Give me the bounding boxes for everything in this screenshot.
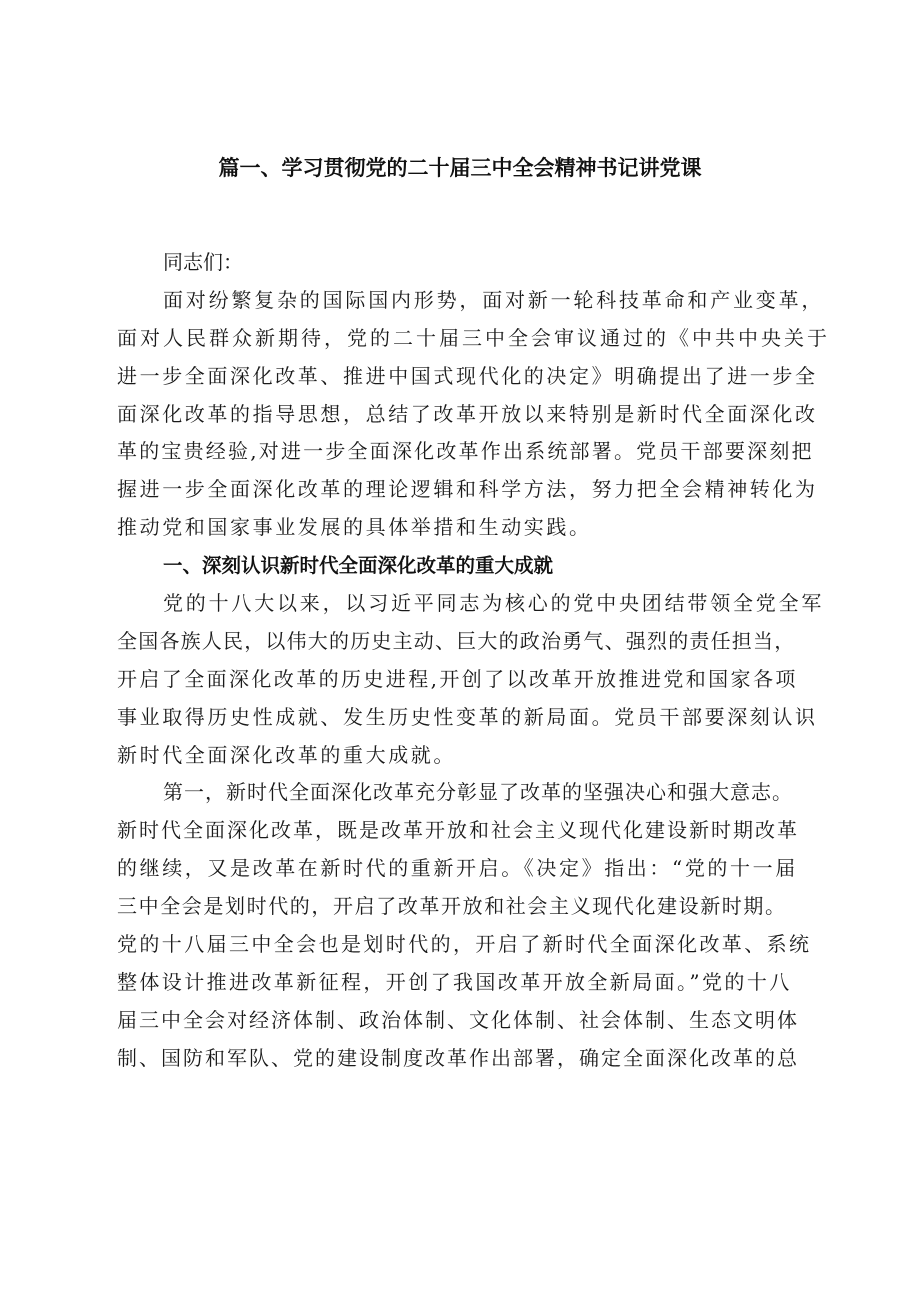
paragraph-line: 开启了全面深化改革的历史进程,开创了以改革开放推进党和国家各项 <box>117 666 798 691</box>
paragraph-line: 第一，新时代全面深化改革充分彰显了改革的坚强决心和强大意志。 <box>163 780 793 805</box>
paragraph-line: 握进一步全面深化改革的理论逻辑和科学方法，努力把全会精神转化为 <box>117 477 818 502</box>
paragraph-line: 党的十八届三中全会也是划时代的，开启了新时代全面深化改革、系统 <box>117 932 812 957</box>
paragraph-line: 面深化改革的指导思想，总结了改革开放以来特别是新时代全面深化改 <box>117 401 818 426</box>
paragraph-line: 届三中全会对经济体制、政治体制、文化体制、社会体制、生态文明体 <box>117 1007 799 1032</box>
paragraph-line: 新时代全面深化改革，既是改革开放和社会主义现代化建设新时期改革 <box>117 818 799 843</box>
document-body <box>117 244 837 1078</box>
paragraph-line: 革的宝贵经验,对进一步全面深化改革作出系统部署。党员干部要深刻把 <box>117 439 814 464</box>
paragraph-line: 党的十八大以来，以习近平同志为核心的党中央团结带领全党全军 <box>163 591 825 616</box>
paragraph-line: 全国各族人民，以伟大的历史主动、巨大的政治勇气、强烈的责任担当， <box>117 628 796 653</box>
paragraph-line: 推动党和国家事业发展的具体举措和生动实践。 <box>117 515 592 540</box>
paragraph-line: 面对人民群众新期待，党的二十届三中全会审议通过的《中共中央关于 <box>117 325 830 350</box>
paragraph-line: 事业取得历史性成就、发生历史性变革的新局面。党员干部要深刻认识 <box>117 704 818 729</box>
paragraph-line: 的继续，又是改革在新时代的重新开启。《决定》指出：“党的十一届 <box>117 856 798 881</box>
paragraph-line: 整体设计推进改革新征程，开创了我国改革开放全新局面。”党的十八 <box>117 969 792 994</box>
paragraph-line: 进一步全面深化改革、推进中国式现代化的决定》明确提出了进一步全 <box>117 363 818 388</box>
salutation-line: 同志们： <box>163 250 243 274</box>
paragraph-line: 新时代全面深化改革的重大成就。 <box>117 742 456 767</box>
section-heading: 一、深刻认识新时代全面深化改革的重大成就 <box>163 554 554 578</box>
document-title: 篇一、学习贯彻党的二十届三中全会精神书记讲党课 <box>218 156 702 180</box>
paragraph-line: 三中全会是划时代的，开启了改革开放和社会主义现代化建设新时期。 <box>117 894 787 919</box>
paragraph-line: 制、国防和军队、党的建设制度改革作出部署，确定全面深化改革的总 <box>117 1045 799 1070</box>
paragraph-line: 面对纷繁复杂的国际国内形势，面对新一轮科技革命和产业变革， <box>163 287 825 312</box>
